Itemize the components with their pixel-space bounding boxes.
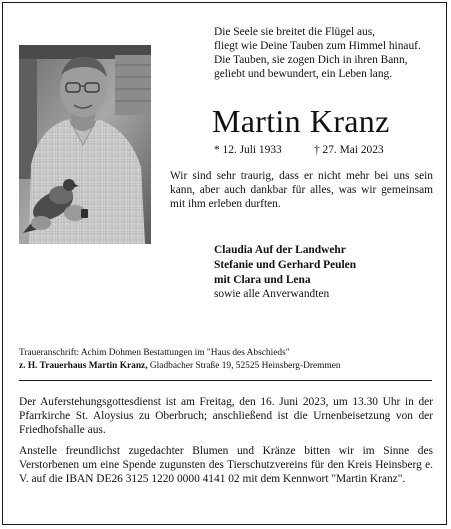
address-line: Traueranschrift: Achim Dohmen Bestattungen im "Haus des Abschieds" (19, 348, 290, 358)
family-member: Stefanie und Gerhard Peulen (214, 258, 357, 271)
family-member: Claudia Auf der Landwehr (214, 244, 346, 256)
poem-line: Die Seele sie breitet die Flügel aus, (214, 26, 376, 38)
mourning-address (19, 347, 439, 372)
poem-line: geliebt und bewundert, ein Leben lang. (214, 68, 393, 80)
first-name: Martin (212, 103, 301, 139)
relatives-line: sowie alle Anverwandten (214, 288, 330, 301)
address-line (19, 360, 439, 373)
address-recipient: z. H. Trauerhaus Martin Kranz, (19, 360, 148, 371)
donation-paragraph: Anstelle freundlichst zugedachter Blumen und Kränze bitten wir im Sinne des Verstorbenen um eine Spende zugunsten des Tierschutzvereins für den Kreis Heinsberg e. V. auf die IBAN DE26 3125 1220 0000 4141 02 mit dem Kennwort "Martin Kranz". (19, 444, 433, 486)
condolence-text: Wir sind sehr traurig, dass er nicht mehr bei uns sein kann, aber auch dankbar für alles, was wir gemeinsam mit ihm erleben durften. (170, 170, 433, 211)
poem-line: Die Tauben, sie zogen Dich in ihren Bann, (214, 54, 408, 66)
last-name: Kranz (309, 103, 390, 139)
service-paragraph: Der Auferstehungsgottesdienst ist am Freitag, den 16. Juni 2023, um 13.30 Uhr in der Pfarrkirche St. Aloysius zu Oberbruch; anschließend ist die Urnenbeisetzung von der Friedhofshalle aus. (19, 396, 433, 437)
birth-date: * 12. Juli 1933 (214, 144, 282, 156)
mourning-family (214, 243, 434, 302)
poem (214, 25, 444, 81)
family-member: mit Clara und Lena (214, 273, 311, 286)
service-details (19, 395, 433, 492)
poem-line: fliegt wie Deine Tauben zum Himmel hinauf. (214, 40, 421, 52)
portrait-photo (19, 45, 151, 244)
divider-line (19, 380, 432, 381)
portrait-photo-icon (19, 45, 151, 244)
death-date: † 27. Mai 2023 (314, 144, 384, 156)
deceased-name (212, 101, 390, 141)
address-street: Gladbacher Straße 19, 52525 Heinsberg-Dremmen (147, 360, 341, 371)
